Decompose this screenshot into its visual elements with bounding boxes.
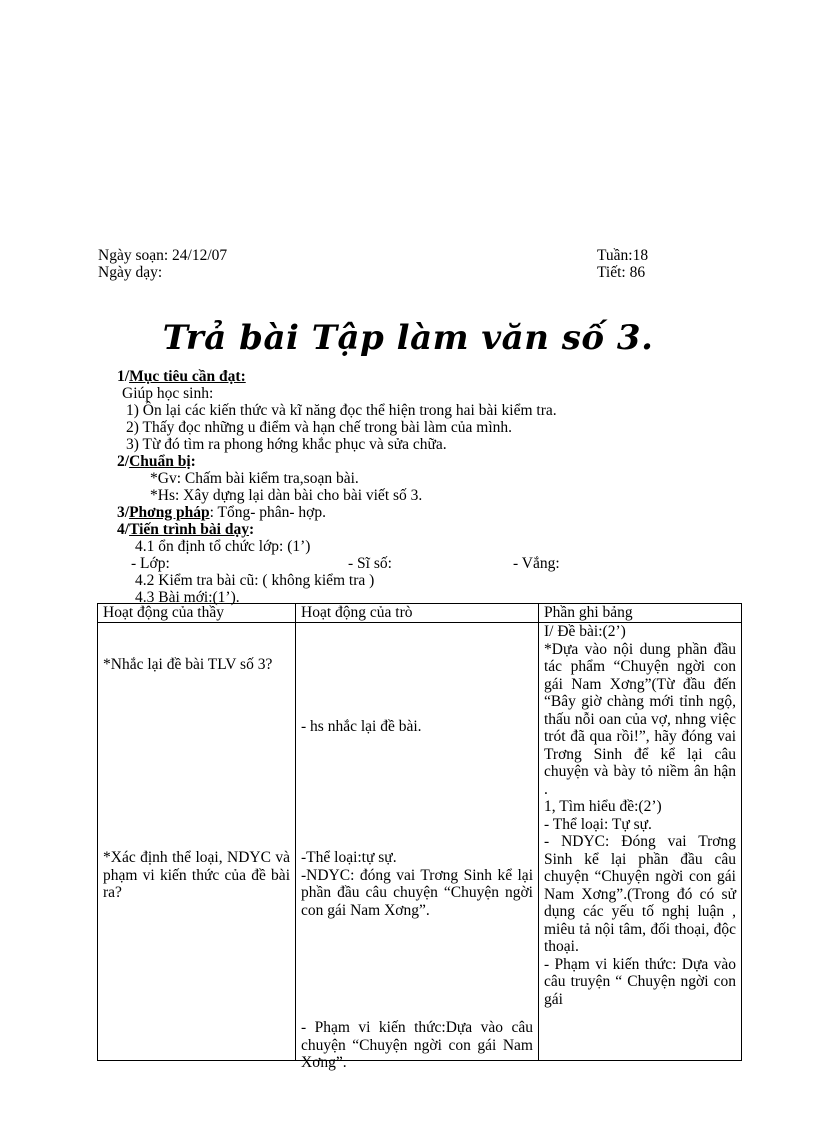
section-1-intro: Giúp học sinh: <box>122 385 214 402</box>
step-4-1: 4.1 ổn định tổ chức lớp: (1’) <box>135 538 311 555</box>
step-4-2: 4.2 Kiểm tra bài cũ: ( không kiểm tra ) <box>135 572 375 589</box>
table-row <box>98 623 742 1061</box>
lesson-table <box>97 603 742 1071</box>
date-taught: Ngày dạy: <box>98 264 163 281</box>
lesson-title: Trả bài Tập làm văn số 3. <box>162 318 654 358</box>
teacher-item-2: *Xác định thể loại, NDYC và phạm vi kiến thức của đề bài ra? <box>103 849 290 901</box>
section-4-heading <box>117 521 254 539</box>
student-item-4: - Phạm vi kiến thức:Dựa vào câu chuyện “Chuyện ngời con gái Nam Xơng”. <box>301 1019 533 1071</box>
header-teacher: Hoạt động của thầy <box>98 604 296 623</box>
board-item-4: - Thể loại: Tự sự. <box>544 815 652 833</box>
student-item-2: -Thể loại:tự sự. <box>301 849 397 866</box>
board-item-5: - NDYC: Đóng vai Trơng Sinh kể lại phần đầu câu chuyện “Chuyện ngời con gái Nam Xơng”.(Trong đó có sử dụng các yếu tố nghị luận , miêu tả nội tâm, đối thoại, độc thoại. <box>544 833 736 955</box>
section-2-title: Chuẩn bị <box>129 453 191 470</box>
section-2-colon: : <box>190 453 196 470</box>
objective-item-2: 2) Thấy đọc những u điểm và hạn chế trong bài làm của mình. <box>126 419 513 436</box>
section-2-number: 2/ <box>117 453 130 470</box>
section-1-heading <box>117 368 246 386</box>
period-number: Tiết: 86 <box>597 264 646 281</box>
board-item-3: 1, Tìm hiểu đề:(2’) <box>544 798 662 815</box>
board-item-6: - Phạm vi kiến thức: Dựa vào câu truyện “ Chuyện ngời con gái <box>544 955 736 1008</box>
table-header-row <box>98 604 742 623</box>
section-2-heading <box>117 453 196 471</box>
section-3-title: Phơng pháp <box>129 504 210 521</box>
header-student: Hoạt động của trò <box>296 604 539 623</box>
teacher-item-1: *Nhắc lại đề bài TLV số 3? <box>103 656 273 673</box>
class-label: - Lớp: <box>131 555 170 572</box>
section-1-number: 1/ <box>117 368 130 385</box>
section-3-number: 3/ <box>117 504 130 521</box>
section-4-title: Tiến trình bài dạy <box>129 521 249 538</box>
section-4-number: 4/ <box>117 521 130 538</box>
week-number: Tuần:18 <box>597 247 649 264</box>
student-item-1: - hs nhắc lại đề bài. <box>301 718 422 735</box>
section-3-text: : Tổng- phân- hợp. <box>209 504 326 521</box>
preparation-teacher: *Gv: Chấm bài kiểm tra,soạn bài. <box>150 470 359 487</box>
section-3-heading <box>117 504 326 522</box>
objective-item-3: 3) Từ đó tìm ra phong hớng khắc phục và sửa chữa. <box>126 436 447 453</box>
preparation-student: *Hs: Xây dựng lại dàn bài cho bài viết số 3. <box>150 487 423 504</box>
objective-item-1: 1) Ôn lại các kiến thức và kĩ năng đọc thể hiện trong hai bài kiểm tra. <box>126 402 557 419</box>
teacher-column <box>98 623 296 1061</box>
step-4-3: 4.3 Bài mới:(1’). <box>135 589 240 606</box>
board-item-2: *Dựa vào nội dung phần đầu tác phẩm “Chuyện ngời con gái Nam Xơng”(Từ đầu đến “Bây giờ chàng mới tỉnh ngộ, thấu nỗi oan của vợ, nhng việc trót đã qua rồi!”, hãy đóng vai Trơng Sinh để kể lại câu chuyện và bày tỏ niềm ân hận . <box>544 640 736 798</box>
student-column <box>296 623 539 1071</box>
section-4-colon: : <box>248 521 255 538</box>
student-item-3: -NDYC: đóng vai Trơng Sinh kể lại phần đầu câu chuyện “Chuyện ngời con gái Nam Xơng”. <box>301 866 533 919</box>
absent-label: - Vắng: <box>513 555 560 572</box>
attendance-label: - Sĩ số: <box>348 555 392 572</box>
header-board: Phần ghi bảng <box>539 604 742 623</box>
section-1-title: Mục tiêu cần đạt: <box>129 368 246 385</box>
date-prepared: Ngày soạn: 24/12/07 <box>98 247 228 264</box>
board-column <box>539 623 742 1061</box>
board-item-1: I/ Đề bài:(2’) <box>544 623 626 640</box>
